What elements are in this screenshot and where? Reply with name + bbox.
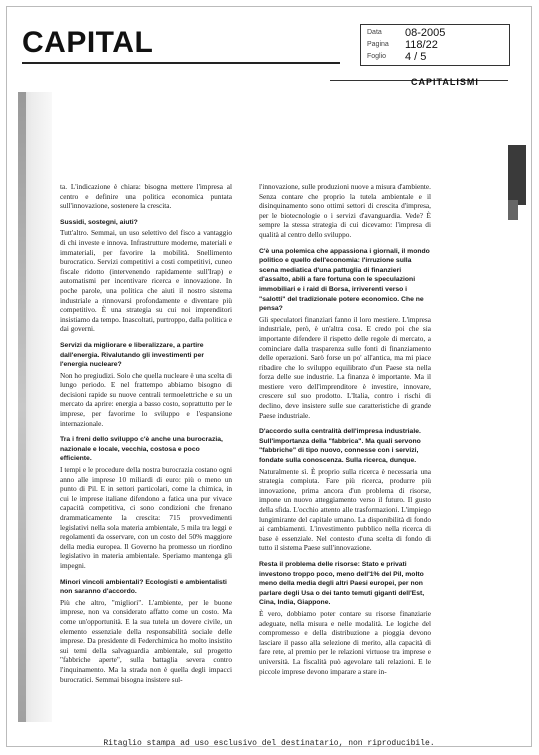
meta-row-sheet [367, 50, 426, 63]
meta-label: Foglio [367, 53, 387, 60]
article-column-right [259, 182, 431, 676]
meta-value: 4 / 5 [405, 50, 427, 63]
article-question: Resta il problema delle risorse: Stato e privati investono troppo poco, meno dell'1% del Pil, molto meno della media degli altri Paesi europei, per non parlare degli Usa o dei tanto temuti giganti dell'Est, Cina, India, Giappone. [259, 560, 425, 607]
meta-label: Pagina [367, 41, 389, 48]
article-paragraph: Non ho pregiudizi. Solo che quella nucleare è una scelta di lungo periodo. E nel frattempo abbiamo bisogno di decisioni rapide su nuove centrali termoelettriche e su un mercato da aprire: energia a basso costo, soprattutto per le imprese, per favorirne lo sviluppo e l'espansione internazionale. [60, 370, 232, 428]
article-paragraph: Più che altro, "migliori". L'ambiente, per le buone imprese, non va considerato affatto come un costo. Ma come un'opportunità. E la sua tutela un dovere civile, un elemento essenziale della responsabilità sociale delle imprese. Da presidente di Federchimica ho molto insistito sui temi della salvaguardia ambientale, sul progetto "fabbriche aperte", sulla battaglia severa contro l'inquinamento. Ma la strada non è quella degli impacci burocratici. Semmai bisogna insistere sul- [60, 597, 232, 684]
publication-logo: CAPITAL [22, 26, 154, 59]
scan-margin-mark [508, 200, 518, 220]
article-question: D'accordo sulla centralità dell'impresa industriale. Sull'importanza della "fabbrica". Ma quali servono "fabbriche" di tipo nuovo, connesse con i servizi, fondate sulla conoscenza. Sulla ricerca, dunque. [259, 428, 421, 465]
article-paragraph: Gli speculatori finanziari fanno il loro mestiere. L'impresa industriale, però, è un'altra cosa. E credo poi che sia importante difendere il rispetto delle regole di mercato, a cominciare dalla trasparenza sulle fonti di finanziamento delle operazioni. Sarò forse un po' all'antica, ma mi piace ribadire che lo sviluppo equilibrato d'un Paese sta nella forza delle sue industrie. La finanza è importante. Ma il mestiere vero dell'imprenditore è investire, innovare, crescere sul suo prodotto. L'Italia, contro i rischi di declino, deve insistere sulle sue caratteristiche di grande Paese industriale. [259, 314, 431, 420]
article-paragraph: È vero, dobbiamo poter contare su risorse finanziarie adeguate, nella misura e nelle modalità. Le logiche del compromesso e della distribuzione a pioggia devono lasciare il passo alla selezione di merito, alla capacità di fare rete, al premio per le relazioni virtuose tra imprese e università. La fiscalità può agevolare tali relazioni. E le piccole imprese devono imparare a stare in- [259, 608, 431, 676]
article-paragraph: Naturalmente sì. È proprio sulla ricerca è necessaria una strategia compiuta. Fare più ricerca, produrre più innovazione, prima ancora d'un problema di risorse, impone un nuovo atteggiamento verso il futuro. Il gusto della sfida. L'occhio attento alle trasformazioni. L'impiego lungimirante del capitale umano. La disponibilità di fondo ai cambiamenti. L'investimento pubblico nella ricerca di base è essenziale. Nel contesto d'una scelta di fondo di tutto il sistema Paese sull'innovazione. [259, 466, 431, 553]
scan-margin-mark [508, 145, 526, 205]
section-title: CAPITALISMI [411, 77, 479, 87]
meta-value: 118/22 [405, 38, 438, 51]
article-column-left [60, 182, 232, 684]
article-question: Minori vincoli ambientali? Ecologisti e ambientalisti non saranno d'accordo. [60, 578, 227, 596]
article-question: Tra i freni dello sviluppo c'è anche una burocrazia, nazionale e locale, vecchia, costosa e poco efficiente. [60, 436, 223, 463]
scan-edge-shadow [18, 92, 26, 722]
logo-underline [22, 62, 340, 64]
article-paragraph: l'innovazione, sulle produzioni nuove a misura d'ambiente. Senza contare che proprio la tutela ambientale e il disinquinamento sono ottimi settori di crescita d'impresa, per le biotecnologie o i servizi d'avanguardia. Vede? È sempre la stessa strategia di cui dicevamo: l'impresa di qualità al centro dello sviluppo. [259, 182, 431, 239]
article-question: C'è una polemica che appassiona i giornali, il mondo politico e quello dell'economia: l'irruzione sulla scena mediatica d'una pattuglia di finanzieri d'assalto, abili a fare fortuna con le speculazioni immobiliari e i raid di Borsa, irriverenti verso i "salotti" del tradizionale potere economico. Che ne pensa? [259, 247, 430, 313]
article-question: Sussidi, sostegni, aiuti? [60, 218, 138, 226]
clipping-meta-box [360, 24, 510, 66]
clipping-disclaimer: Ritaglio stampa ad uso esclusivo del destinatario, non riproducibile. [103, 739, 435, 748]
article-paragraph: ta. L'indicazione è chiara: bisogna mettere l'impresa al centro e definire una politica economica puntata sull'innovazione, sostenere la crescita. [60, 182, 232, 211]
meta-label: Data [367, 29, 382, 36]
article-paragraph: Tutt'altro. Semmai, un uso selettivo del fisco a vantaggio di chi investe e innova. Infrastrutture moderne, materiali e immateriali, per favorire la mobilità. Snellimento burocratico. Servizi competitivi a costi competitivi, cuneo fiscale ridotto (intervenendo rapidamente sull'Irap) e automatismi per incentivare ricerca e innovazione. In poche parole, una politica che aiuti il nostro sistema industriale a rinnovarsi profondamente e diventare più competitivo. È una strategia su cui noi imprenditori insistiamo da tempo. Inascoltati, purtroppo, dalla politica e dai governi. [60, 228, 232, 334]
article-paragraph: I tempi e le procedure della nostra burocrazia costano ogni anno alle imprese 10 miliardi di euro: più o meno un punto di Pil. E in settori particolari, come la chimica, in cui le imprese italiane difendono a fatica una pur vivace capacità competitiva, ci sono condizioni che frenano drammaticamente la crescita: 715 provvedimenti legislativi nella sola materia ambientale, 5 mila tra leggi e regolamenti da osservare, con un costo del 50% maggiore della media europea. Il Governo ha promesso un riordino legislativo in materia ambientale. Speriamo mantenga gli impegni. [60, 465, 232, 570]
article-question: Servizi da migliorare e liberalizzare, a partire dall'energia. Rivalutando gli investimenti per l'energia nucleare? [60, 341, 205, 369]
meta-value: 08-2005 [405, 26, 446, 39]
